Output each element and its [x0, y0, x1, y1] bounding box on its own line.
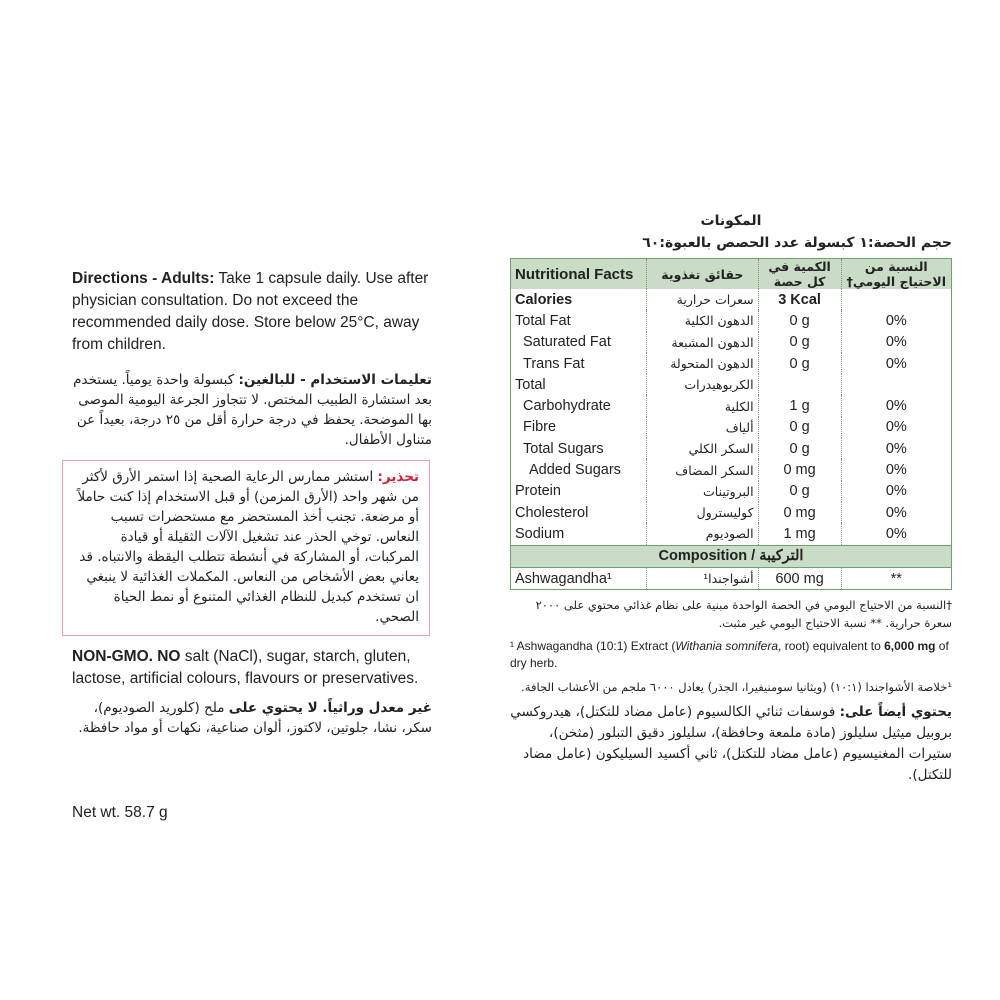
- left-column: [72, 268, 432, 738]
- directions-text: Take 1 capsule daily. Use after physician consultation. Do not exceed the recommended daily dose. Store below 25°C, away from children.: [72, 270, 429, 353]
- ingredients-title: المكونات: [700, 213, 762, 229]
- footnote-dv-ar: †النسبة من الاحتياج اليومي في الحصة الواحدة مبنية على نظام غذائي محتوي على ٢٠٠٠ سعرة حرارية. ** نسبة الاحتياج اليومي غير مثبت.: [535, 598, 952, 631]
- table-row: [511, 332, 952, 353]
- also-contains-label: يحتوي أيضاً على:: [839, 704, 952, 721]
- nutrient-en: Fibre: [511, 417, 647, 438]
- table-row: [511, 523, 952, 545]
- header-daily-value-ar: النسبة من الاحتياج اليومي†: [841, 259, 951, 290]
- nutrient-en: Total Sugars: [511, 438, 647, 459]
- nutrient-dv: 0%: [841, 438, 951, 459]
- nutrient-amount: 3 Kcal: [758, 289, 841, 310]
- ashwagandha-dv: **: [841, 567, 951, 589]
- serving-line: حجم الحصة:١ كبسولة عدد الحصص بالعبوة:٦٠: [642, 235, 952, 251]
- nutrient-amount: 0 g: [758, 417, 841, 438]
- warning-label: تحذير:: [377, 469, 419, 485]
- directions-ar: [72, 370, 432, 450]
- nutrient-dv: 0%: [841, 459, 951, 480]
- nutrient-en: Total: [511, 374, 647, 395]
- nutrient-en: Calories: [511, 289, 647, 310]
- nongmo-ar: [72, 698, 432, 738]
- nutrient-ar: الكربوهيدرات: [647, 374, 759, 395]
- warning-box: [62, 460, 430, 636]
- nutrient-en: Cholesterol: [511, 502, 647, 523]
- header-nutrition-facts-ar: حقائق تغذوية: [647, 259, 759, 290]
- footnote-en-part2: , root) equivalent to: [778, 639, 885, 654]
- table-row: [511, 417, 952, 438]
- ashwagandha-ar: أشواجندا¹: [647, 567, 759, 589]
- nutrient-ar: ألياف: [647, 417, 759, 438]
- table-row: [511, 374, 952, 395]
- table-row: [511, 310, 952, 331]
- nutrient-amount: 0 g: [758, 310, 841, 331]
- nutrient-en: Carbohydrate: [511, 395, 647, 416]
- nutrient-ar: الكلية: [647, 395, 759, 416]
- footnote-en-bold: 6,000 mg: [884, 639, 936, 654]
- nutrient-amount: [758, 374, 841, 395]
- directions-ar-text: كبسولة واحدة يومياً. يستخدم بعد استشارة الطبيب المختص. لا تتجاوز الجرعة اليومية الموصى بها الموضحة. يحفظ في درجة حرارة أقل من ٢٥ درجة، بعيداً عن متناول الأطفال.: [73, 372, 432, 448]
- directions-label: Directions - Adults:: [72, 270, 215, 287]
- nutrient-dv: 0%: [841, 481, 951, 502]
- table-header-row: [511, 259, 952, 290]
- table-row: [511, 353, 952, 374]
- footnote-en-part1: ¹ Ashwagandha (10:1) Extract (: [510, 639, 676, 654]
- nutrient-dv: [841, 289, 951, 310]
- nutrient-en: Total Fat: [511, 310, 647, 331]
- directions-ar-label: تعليمات الاستخدام - للبالغين:: [238, 372, 432, 388]
- nutrient-amount: 0 mg: [758, 502, 841, 523]
- ashwagandha-row: [511, 567, 952, 589]
- footnote-ar: ¹خلاصة الأشواجندا (١٠:١) (ويثانيا سومنيفيرا، الجذر) يعادل ٦٠٠٠ ملجم من الأعشاب الجافة.: [521, 680, 952, 695]
- table-row: [511, 438, 952, 459]
- nutrient-dv: 0%: [841, 310, 951, 331]
- nutrition-rows: [511, 289, 952, 545]
- nutrient-ar: الصوديوم: [647, 523, 759, 545]
- nutrient-dv: 0%: [841, 332, 951, 353]
- nutrient-ar: سعرات حرارية: [647, 289, 759, 310]
- nutrient-ar: الدهون المشبعة: [647, 332, 759, 353]
- warning-text: استشر ممارس الرعاية الصحية إذا استمر الأرق لأكثر من شهر واحد (الأرق المزمن) أو قبل الاستخدام إذا كنت حاملاً أو مرضعة. تجنب أخذ المستحضر مع مستحضرات تسبب النعاس. توخي الحذر عند تشغيل الآلات الثقيلة أو قيادة المركبات، أو المشاركة في أنشطة تتطلب اليقظة والانتباه. قد يعاني بعض الأشخاص من النعاس. المكملات الغذائية لا ينبغي ان تستخدم كبديل للنظام الغذائي المتنوع أو نمط الحياة الصحي.: [77, 469, 419, 625]
- composition-row: [511, 545, 952, 567]
- nutrient-ar: السكر الكلي: [647, 438, 759, 459]
- nongmo-text: salt (NaCl), sugar, starch, gluten, lactose, artificial colours, flavours or preservatives.: [72, 648, 419, 687]
- directions-en: [72, 268, 432, 356]
- nongmo-ar-label: غير معدل وراثياً. لا يحتوي على: [228, 700, 432, 716]
- nutrient-amount: 0 g: [758, 481, 841, 502]
- nutrient-amount: 0 g: [758, 353, 841, 374]
- composition-label: Composition / التركيبة: [511, 545, 952, 567]
- nutrient-dv: 0%: [841, 523, 951, 545]
- nutrient-en: Sodium: [511, 523, 647, 545]
- also-contains-text: فوسفات ثنائي الكالسيوم (عامل مضاد للتكتل)، هيدروكسي بروبيل ميثيل سليلوز (مادة ملمعة وحافظة)، سليلوز دقيق التبلور (مثخن)، ستيرات المغنيسيوم (عامل مضاد للتكتل)، ثاني أكسيد السيليكون (عامل مضاد للتكتل).: [510, 704, 952, 784]
- nutrient-amount: 1 mg: [758, 523, 841, 545]
- header-amount-ar: الكمية في كل حصة: [758, 259, 841, 290]
- nutrition-table: [510, 258, 952, 590]
- table-row: [511, 395, 952, 416]
- nutrient-ar: البروتينات: [647, 481, 759, 502]
- ashwagandha-amount: 600 mg: [758, 567, 841, 589]
- nutrient-dv: 0%: [841, 353, 951, 374]
- table-row: [511, 502, 952, 523]
- nutrient-ar: الدهون الكلية: [647, 310, 759, 331]
- nutrient-amount: 1 g: [758, 395, 841, 416]
- nutrient-dv: 0%: [841, 502, 951, 523]
- right-column: [510, 210, 952, 786]
- header-nutrition-facts-en: Nutritional Facts: [511, 259, 647, 290]
- nutrient-en: Protein: [511, 481, 647, 502]
- table-row: [511, 481, 952, 502]
- nongmo-label: NON-GMO. NO: [72, 648, 181, 665]
- nutrient-en: Saturated Fat: [511, 332, 647, 353]
- nutrient-en: Trans Fat: [511, 353, 647, 374]
- nutrient-ar: كوليسترول: [647, 502, 759, 523]
- footnote-en-latin: Withania somnifera: [675, 639, 779, 654]
- footnote-en-part3: of dry herb.: [510, 639, 949, 671]
- nutrient-amount: 0 g: [758, 438, 841, 459]
- table-row: [511, 459, 952, 480]
- nutrient-amount: 0 mg: [758, 459, 841, 480]
- nutrient-dv: [841, 374, 951, 395]
- nutrient-ar: السكر المضاف: [647, 459, 759, 480]
- ashwagandha-en: Ashwagandha¹: [511, 567, 647, 589]
- also-contains: [510, 702, 952, 786]
- nongmo-en: [72, 646, 432, 690]
- nutrient-en: Added Sugars: [511, 459, 647, 480]
- nutrient-dv: 0%: [841, 395, 951, 416]
- table-row: [511, 289, 952, 310]
- nutrient-ar: الدهون المتحولة: [647, 353, 759, 374]
- nutrient-amount: 0 g: [758, 332, 841, 353]
- footnote-en: [510, 638, 952, 672]
- net-weight: Net wt. 58.7 g: [72, 804, 168, 821]
- nutrient-dv: 0%: [841, 417, 951, 438]
- nongmo-ar-text: ملح (كلوريد الصوديوم)، سكر، نشا، جلوتين، لاكتوز، ألوان صناعية، نكهات أو مواد حافظة.: [78, 700, 432, 736]
